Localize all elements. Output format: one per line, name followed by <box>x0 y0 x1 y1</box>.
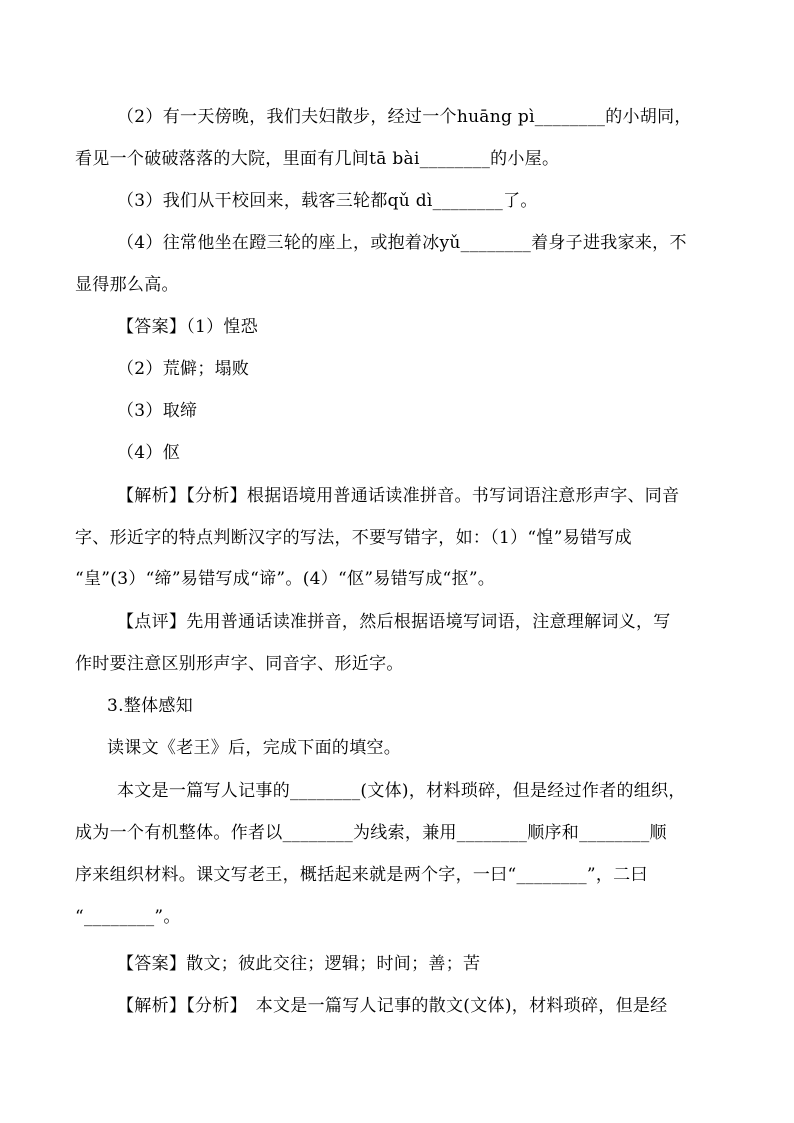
analysis-1-line-3: “皇”(3）“缔”易错写成“谛”。(4）“伛”易错写成“抠”。 <box>75 569 496 589</box>
comment-line-1: 【点评】先用普通话读准拼音，然后根据语境写词语，注意理解词义，写 <box>117 612 671 632</box>
answer-1-item: （4）伛 <box>117 443 181 463</box>
question-3: （3）我们从干校回来，载客三轮都qǔ dì________了。 <box>117 191 538 211</box>
section-3-title: 3.整体感知 <box>107 696 194 716</box>
fill-blank-line-2: 成为一个有机整体。作者以________为线索，兼用________顺序和________顺 <box>75 823 667 843</box>
question-2-line-2: 看见一个破破落落的大院，里面有几间tā bài________的小屋。 <box>75 149 560 169</box>
question-4-line-2: 显得那么高。 <box>75 275 179 295</box>
fill-blank-line-4: “________”。 <box>75 907 181 927</box>
analysis-1-line-1: 【解析】【分析】根据语境用普通话读准拼音。书写词语注意形声字、同音 <box>117 486 680 506</box>
comment-line-2: 作时要注意区别形声字、同音字、形近字。 <box>75 654 404 674</box>
fill-blank-line-1: 本文是一篇写人记事的________(文体)，材料琐碎，但是经过作者的组织， <box>117 781 686 801</box>
answer-1-item: （2）荒僻；塌败 <box>117 359 250 379</box>
question-4-line-1: （4）往常他坐在蹬三轮的座上，或抱着冰yǔ________着身子进我家来，不 <box>117 233 687 253</box>
section-3-intro: 读课文《老王》后，完成下面的填空。 <box>107 738 402 758</box>
fill-blank-line-3: 序来组织材料。课文写老王，概括起来就是两个字，一曰“________”，二曰 <box>75 865 648 885</box>
question-2-line-1: （2）有一天傍晚，我们夫妇散步，经过一个huāng pì________的小胡同， <box>117 107 692 127</box>
analysis-1-line-2: 字、形近字的特点判断汉字的写法，不要写错字，如：（1）“惶”易错写成 <box>75 528 632 548</box>
answer-1-item: （1）惶恐 <box>186 317 259 337</box>
answer-1-label: 【答案】 <box>117 317 187 337</box>
answer-1-row <box>117 315 258 339</box>
answer-1-item: （3）取缔 <box>117 401 198 421</box>
answer-2: 【答案】散文；彼此交往；逻辑；时间；善；苦 <box>117 954 481 974</box>
analysis-2: 【解析】【分析】 本文是一篇写人记事的散文(文体)，材料琐碎，但是经 <box>117 996 668 1016</box>
